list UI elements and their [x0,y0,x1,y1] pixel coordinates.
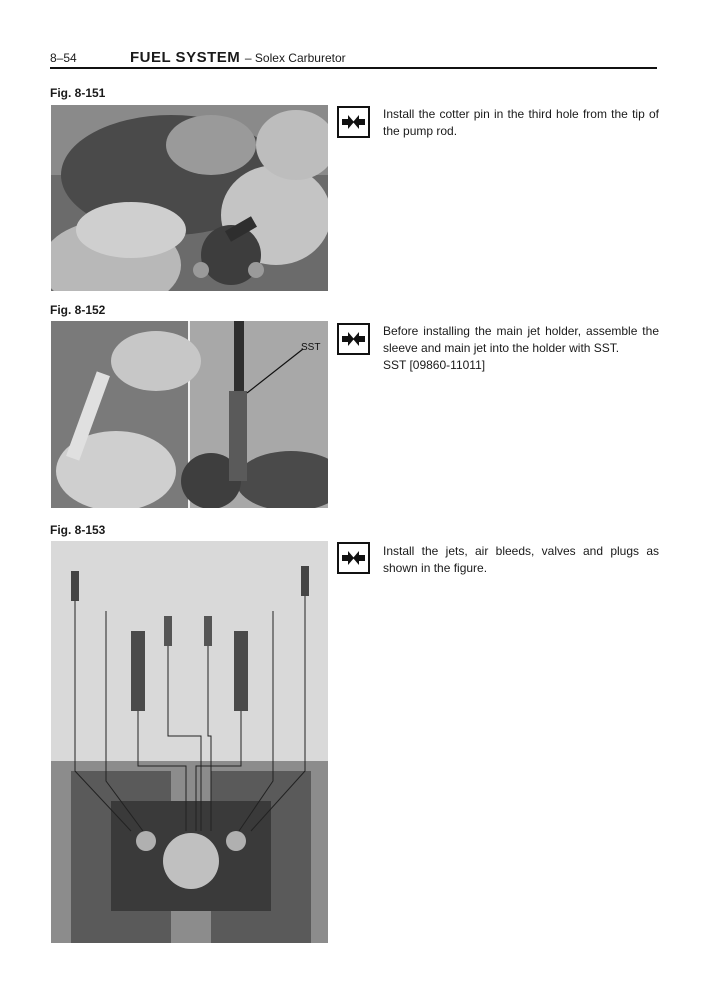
instruction-paragraph: Install the cotter pin in the third hole from the tip of the pump rod. [383,107,659,138]
instruction-paragraph: Before installing the main jet holder, assemble the sleeve and main jet into the holder with SST. [383,324,659,355]
page-number: 8–54 [50,51,77,65]
instruction-paragraph: Install the jets, air bleeds, valves and plugs as shown in the figure. [383,544,659,575]
figure-photo [51,321,328,508]
instruction-text [383,106,659,140]
figure-label: Fig. 8-151 [50,86,106,100]
sst-callout-label: SST [301,342,321,353]
section-title [130,49,346,66]
header-rule [50,67,657,69]
figure-photo [51,105,328,291]
instruction-text [383,323,659,374]
assembly-arrows-icon [337,542,370,574]
section-title-text: FUEL SYSTEM [130,49,241,66]
assembly-arrows-icon [337,323,370,355]
instruction-text [383,543,659,577]
sst-part-number: SST [09860-11011] [383,358,486,372]
figure-label: Fig. 8-153 [50,523,106,537]
figure-label: Fig. 8-152 [50,303,106,317]
figure-photo [51,541,328,943]
section-subtitle: – Solex Carburetor [244,51,346,65]
assembly-arrows-icon [337,106,370,138]
